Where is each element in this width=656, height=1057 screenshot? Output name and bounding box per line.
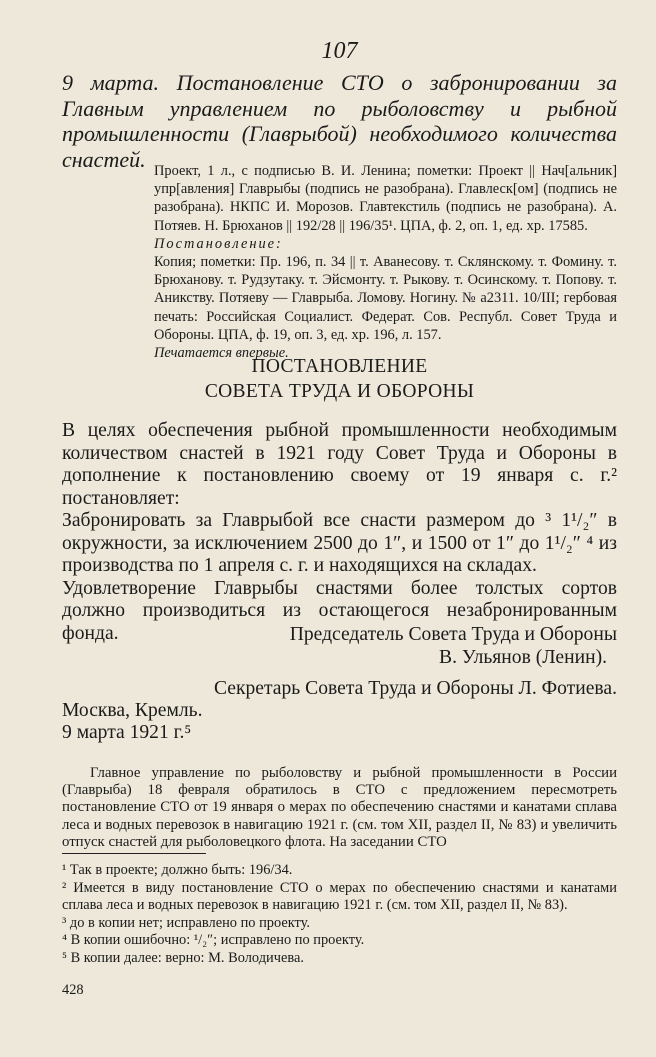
document-heading: 9 марта. Постановление СТО о забронировании за Главным управлением по рыболовству и рыбной промышленности (Главрыбой) необходимого количества снастей. [62,70,617,172]
archive-notes [154,162,617,362]
document-page [62,0,617,1057]
body-paragraph-2: Забронировать за Главрыбой все снасти размером до ³ 1¹/₂″ в окружности, за исключением 2500 до 1″, и 1500 от 1″ до 1¹/₂″ ⁴ из производства по 1 апреля с. г. и находящихся на складах. [62,510,617,576]
resolution-title-1: ПОСТАНОВЛЕНИЕ [251,356,428,377]
place-line: Москва, Кремль. [62,700,203,721]
resolution-title-2: СОВЕТА ТРУДА И ОБОРОНЫ [204,381,475,402]
resolution-body [62,420,617,645]
chair-title: Председатель Совета Труда и Обороны [289,624,617,645]
archive-copy-note: Копия; пометки: Пр. 196, п. 34 || т. Аванесову. т. Склянскому. т. Фомину. т. Брюханову. т. Рудзутаку. т. Эйсмонту. т. Рыкову. т. Осинскому. т. Попову. т. Аникству. Потяеву — Главрыба. Ломову. Ногину. № а2311. 10/III; гербовая печать: Российская Социалист. Федерат. Сов. Республ. Совет Труда и Обороны. ЦПА, ф. 19, оп. 3, ед. хр. 196, л. 157. [154,254,617,343]
body-paragraph-1: В целях обеспечения рыбной промышленности необходимым количеством снастей в 1921 году Совет Труда и Обороны в дополнение к постановлению своему от 19 января с. г.² постановляет: [62,420,617,509]
footnote-divider [62,853,206,854]
footnote-3: ³ до в копии нет; исправлено по проекту. [62,914,310,931]
footnote-1: ¹ Так в проекте; должно быть: 196/34. [62,862,293,878]
footnote-4: ⁴ В копии ошибочно: ¹/₂″; исправлено по проекту. [62,932,365,949]
date-line: 9 марта 1921 г.⁵ [62,722,192,743]
commentary-note: Главное управление по рыболовству и рыбной промышленности в России (Главрыба) 18 февраля обратилось в СТО с предложением пересмотреть постановление СТО от 19 января о мерах по обеспечению снастями и канатами сплава леса и водных перевозок в навигацию 1921 г. (см. том XII, раздел II, № 83) и увеличить отпуск снастей для рыболовецкого флота. На заседании СТО [62,765,617,850]
footnote-5: ⁵ В копии далее: верно: М. Володичева. [62,949,304,966]
bottom-page-number: 428 [62,982,84,998]
page-number: 107 [321,38,358,64]
footnote-2: ² Имеется в виду постановление СТО о мерах по обеспечению снастями и канатами сплава леса и водных перевозок в навигацию 1921 г. (см. том XII, раздел II, № 83). [62,879,617,914]
archive-first-print: Печатается впервые. [154,345,289,362]
footnotes [62,862,617,968]
secretary-line: Секретарь Совета Труда и Обороны Л. Фотиева. [213,678,617,699]
chair-name: В. Ульянов (Ленин). [439,647,607,668]
body-paragraph-3: Удовлетворение Главрыбы снастями более толстых сортов должно производиться из остающегося незабронированным фонда. [62,577,617,644]
archive-postanovlenie-label: Постановление: [154,235,283,252]
archive-draft-note: Проект, 1 л., с подписью В. И. Ленина; пометки: Проект || Нач[альник] упр[авления] Главрыбы (подпись не разобрана). Главлеск[ом] (подпись не разобрана). НКПС И. Морозов. Главтекстиль (подпись не разобрана). А. Потяев. Н. Брюханов || 192/28 || 196/35¹. ЦПА, ф. 2, оп. 1, ед. хр. 17585. [154,163,617,234]
